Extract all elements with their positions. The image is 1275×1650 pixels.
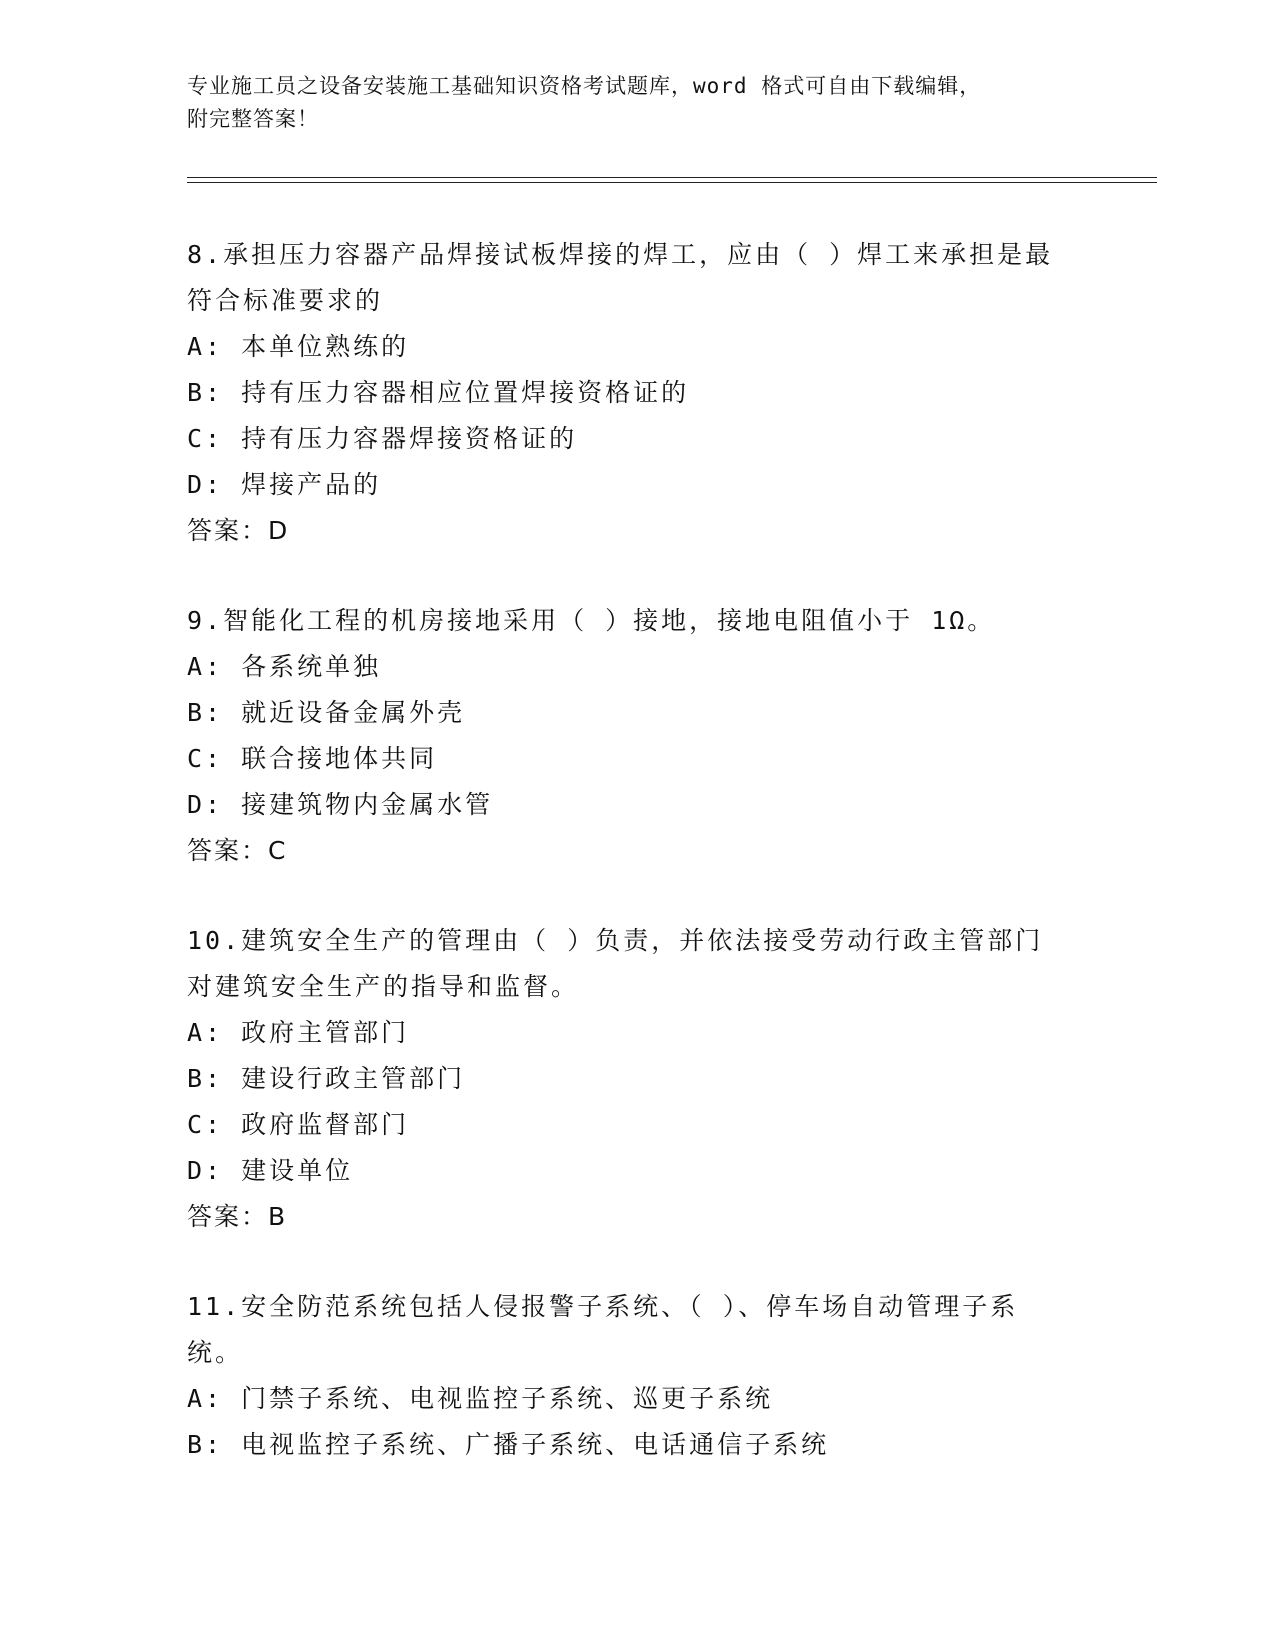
answer: 答案：D [187, 516, 290, 545]
question-8 [187, 232, 1087, 554]
option-a: A: 门禁子系统、电视监控子系统、巡更子系统 [187, 1384, 774, 1413]
question-10 [187, 918, 1087, 1240]
option-b: B: 持有压力容器相应位置焊接资格证的 [187, 378, 690, 407]
option-d: D: 接建筑物内金属水管 [187, 790, 494, 819]
answer: 答案：C [187, 836, 288, 865]
option-c: C: 持有压力容器焊接资格证的 [187, 424, 578, 453]
option-a: A: 政府主管部门 [187, 1018, 410, 1047]
option-a: A: 各系统单独 [187, 652, 382, 681]
document-header [187, 70, 1087, 136]
option-b: B: 就近设备金属外壳 [187, 698, 466, 727]
option-a: A: 本单位熟练的 [187, 332, 410, 361]
question-list [187, 232, 1087, 1512]
header-line-1: 专业施工员之设备安装施工基础知识资格考试题库，word 格式可自由下载编辑， [187, 74, 982, 98]
question-stem-continued: 对建筑安全生产的指导和监督。 [187, 972, 580, 1001]
option-b: B: 建设行政主管部门 [187, 1064, 466, 1093]
question-stem: 8.承担压力容器产品焊接试板焊接的焊工，应由（ ）焊工来承担是最 [187, 240, 1054, 269]
question-stem-continued: 统。 [187, 1338, 244, 1367]
question-stem: 9.智能化工程的机房接地采用（ ）接地，接地电阻值小于 1Ω。 [187, 606, 996, 635]
option-c: C: 政府监督部门 [187, 1110, 410, 1139]
question-stem: 11.安全防范系统包括人侵报警子系统、（ ）、停车场自动管理子系 [187, 1292, 1019, 1321]
option-d: D: 焊接产品的 [187, 470, 382, 499]
answer: 答案：B [187, 1202, 288, 1231]
question-stem-continued: 符合标准要求的 [187, 286, 384, 315]
option-c: C: 联合接地体共同 [187, 744, 438, 773]
header-line-2: 附完整答案！ [187, 107, 319, 131]
question-11 [187, 1284, 1087, 1468]
question-stem: 10.建筑安全生产的管理由（ ）负责，并依法接受劳动行政主管部门 [187, 926, 1044, 955]
question-9 [187, 598, 1087, 874]
header-divider [187, 177, 1157, 183]
option-b: B: 电视监控子系统、广播子系统、电话通信子系统 [187, 1430, 830, 1459]
option-d: D: 建设单位 [187, 1156, 354, 1185]
